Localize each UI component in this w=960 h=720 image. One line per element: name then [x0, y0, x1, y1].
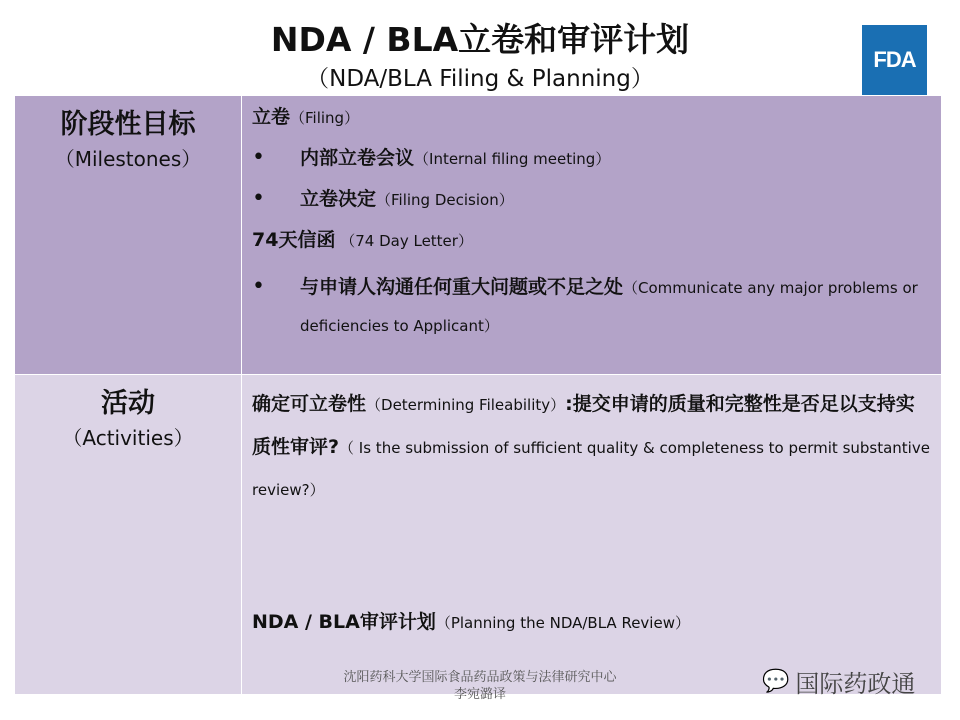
wechat-icon: 💬: [762, 669, 790, 694]
item-en: （Filing Decision）: [376, 191, 514, 209]
content-table: [14, 95, 942, 695]
row-label-en: （Milestones）: [54, 147, 202, 171]
fileability-question-en: （ Is the submission of sufficient quality & completeness to permit substantive review?）: [252, 439, 930, 499]
letter-en: （74 Day Letter）: [340, 232, 473, 250]
row-label: 活动: [101, 388, 155, 419]
footer-line2: 李宛潞译: [453, 687, 506, 702]
planning-en: （Planning the NDA/BLA Review）: [435, 614, 690, 632]
row-label: 阶段性目标: [60, 109, 196, 140]
page-subtitle: （NDA/BLA Filing & Planning）: [306, 66, 654, 92]
fileability-en: （Determining Fileability）: [366, 396, 566, 414]
watermark: [762, 664, 915, 699]
footer-line1: 沈阳药科大学国际食品药品政策与法律研究中心: [343, 670, 617, 685]
planning-heading: NDA / BLA审评计划: [252, 611, 436, 633]
item-en: （Communicate any major problems or deficiencies to Applicant）: [300, 279, 918, 335]
page-title: NDA / BLA立卷和审评计划: [270, 20, 690, 59]
letter-heading: 74天信函: [252, 229, 336, 251]
footer-credit: [300, 669, 660, 703]
item-text: 与申请人沟通任何重大问题或不足之处: [300, 276, 624, 298]
filing-en: （Filing）: [290, 109, 360, 127]
fileability-question: :提交申请的质量和完整性是否足以支持实质性审评?: [252, 393, 915, 458]
table-row: [15, 96, 942, 375]
item-en: （Internal filing meeting）: [414, 150, 611, 168]
row-label-en: （Activities）: [62, 426, 194, 450]
item-text: 立卷决定: [300, 188, 377, 210]
fileability-heading: 确定可立卷性: [252, 393, 367, 415]
filing-heading: 立卷: [252, 106, 291, 128]
list-item: [252, 268, 931, 345]
list-item: [252, 145, 931, 172]
fda-logo: FDA: [862, 25, 927, 95]
list-item: [252, 186, 931, 213]
table-row: [15, 375, 942, 695]
watermark-text: 国际药政通: [795, 670, 916, 698]
item-text: 内部立卷会议: [300, 147, 415, 169]
